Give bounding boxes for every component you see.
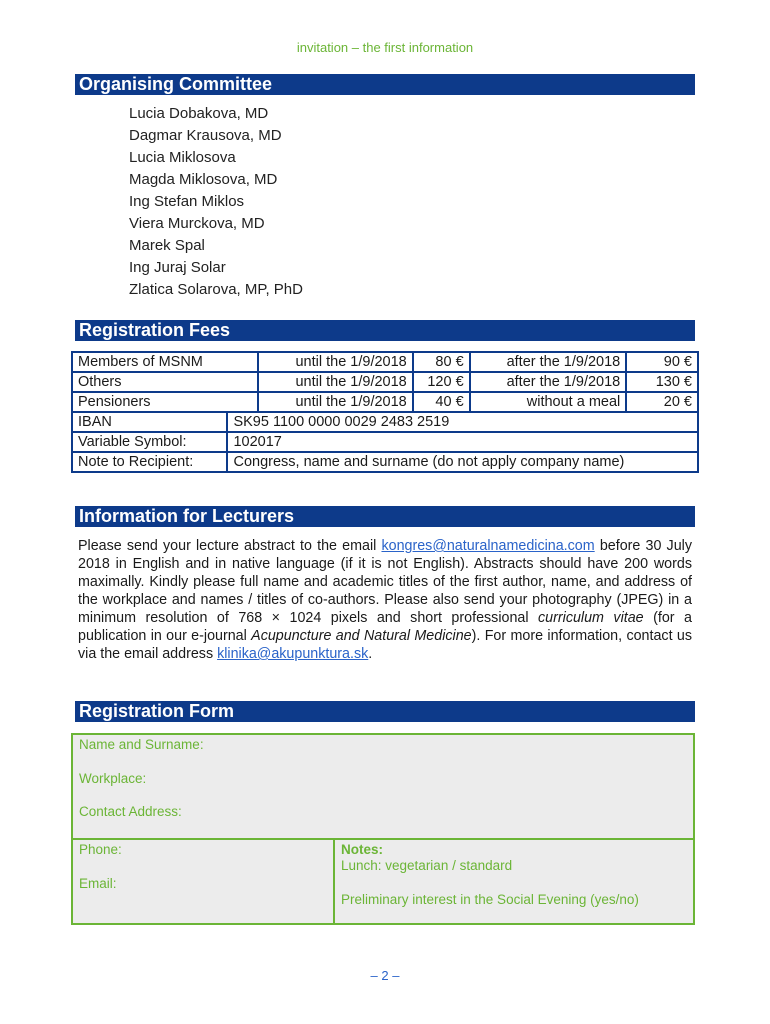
social-evening-label[interactable]: Preliminary interest in the Social Evening (yes/no) (341, 892, 639, 907)
fee-late-price: 130 € (626, 372, 698, 392)
cv-term: curriculum vitae (538, 610, 644, 626)
iban-value: SK95 1100 0000 0029 2483 2519 (227, 412, 698, 432)
fee-early-price: 80 € (413, 352, 470, 372)
committee-member: Zlatica Solarova, MP, PhD (129, 281, 303, 298)
committee-heading: Organising Committee (75, 74, 695, 95)
committee-member: Ing Stefan Miklos (129, 193, 245, 210)
fee-late-price: 90 € (626, 352, 698, 372)
journal-name: Acupuncture and Natural Medicine (251, 628, 472, 644)
committee-member: Magda Miklosova, MD (129, 171, 278, 188)
fee-category: Members of MSNM (72, 352, 258, 372)
lecturers-text: Please send your lecture abstract to the email (78, 538, 382, 554)
fee-category: Others (72, 372, 258, 392)
lecturers-paragraph (78, 537, 692, 663)
fee-late-label: without a meal (470, 392, 627, 412)
name-field-label[interactable]: Name and Surname: (79, 737, 204, 752)
fees-table (71, 351, 699, 473)
fee-early-label: until the 1/9/2018 (258, 372, 413, 392)
lecturers-text: . (368, 646, 373, 662)
fee-late-price: 20 € (626, 392, 698, 412)
fee-early-price: 40 € (413, 392, 470, 412)
fee-early-price: 120 € (413, 372, 470, 392)
payment-label: Variable Symbol: (72, 432, 227, 452)
committee-member: Marek Spal (129, 237, 205, 254)
address-field-label[interactable]: Contact Address: (79, 804, 182, 819)
table-row (72, 352, 698, 372)
lecturers-text: ). For more information, contact us via the email address (78, 628, 692, 662)
form-divider (333, 838, 335, 925)
lunch-option-label[interactable]: Lunch: vegetarian / standard (341, 858, 513, 873)
payment-label: Note to Recipient: (72, 452, 227, 472)
table-row (72, 412, 698, 432)
page-number: – 2 – (370, 968, 400, 983)
committee-member: Dagmar Krausova, MD (129, 127, 282, 144)
lecturers-text: before 30 July 2018 in English and in native language (if it is not English). Abstracts should have 200 words maximally. Kindly please full name and academic titles of the first author, name, and address of the workplace and names / titles of co-authors. Please also send your photography (JPEG) in a minimum resolution of 768 × 1024 pixels and short professional (78, 538, 692, 626)
fees-heading: Registration Fees (75, 320, 695, 341)
workplace-field-label[interactable]: Workplace: (79, 771, 147, 786)
committee-member: Viera Murckova, MD (129, 215, 265, 232)
variable-symbol-value: 102017 (227, 432, 698, 452)
table-row (72, 372, 698, 392)
page-header: invitation – the first information (296, 40, 474, 55)
registration-form (71, 733, 695, 925)
form-divider (73, 838, 693, 840)
phone-field-label[interactable]: Phone: (79, 842, 122, 857)
fee-late-label: after the 1/9/2018 (470, 352, 627, 372)
committee-list (129, 103, 303, 301)
table-row (72, 392, 698, 412)
form-heading: Registration Form (75, 701, 695, 722)
fee-early-label: until the 1/9/2018 (258, 392, 413, 412)
payment-label: IBAN (72, 412, 227, 432)
contact-email-link[interactable]: klinika@akupunktura.sk (217, 646, 369, 662)
fee-late-label: after the 1/9/2018 (470, 372, 627, 392)
committee-member: Lucia Miklosova (129, 149, 236, 166)
lecturers-text: (for a publication in our e-journal (78, 610, 693, 644)
lecturers-heading: Information for Lecturers (75, 506, 695, 527)
table-row (72, 452, 698, 472)
abstract-email-link[interactable]: kongres@naturalnamedicina.com (381, 538, 595, 554)
table-row (72, 432, 698, 452)
committee-member: Lucia Dobakova, MD (129, 105, 269, 122)
recipient-note-value: Congress, name and surname (do not apply company name) (227, 452, 698, 472)
committee-member: Ing Juraj Solar (129, 259, 226, 276)
fee-category: Pensioners (72, 392, 258, 412)
fee-early-label: until the 1/9/2018 (258, 352, 413, 372)
email-field-label[interactable]: Email: (79, 876, 117, 891)
notes-label: Notes: (341, 842, 384, 857)
